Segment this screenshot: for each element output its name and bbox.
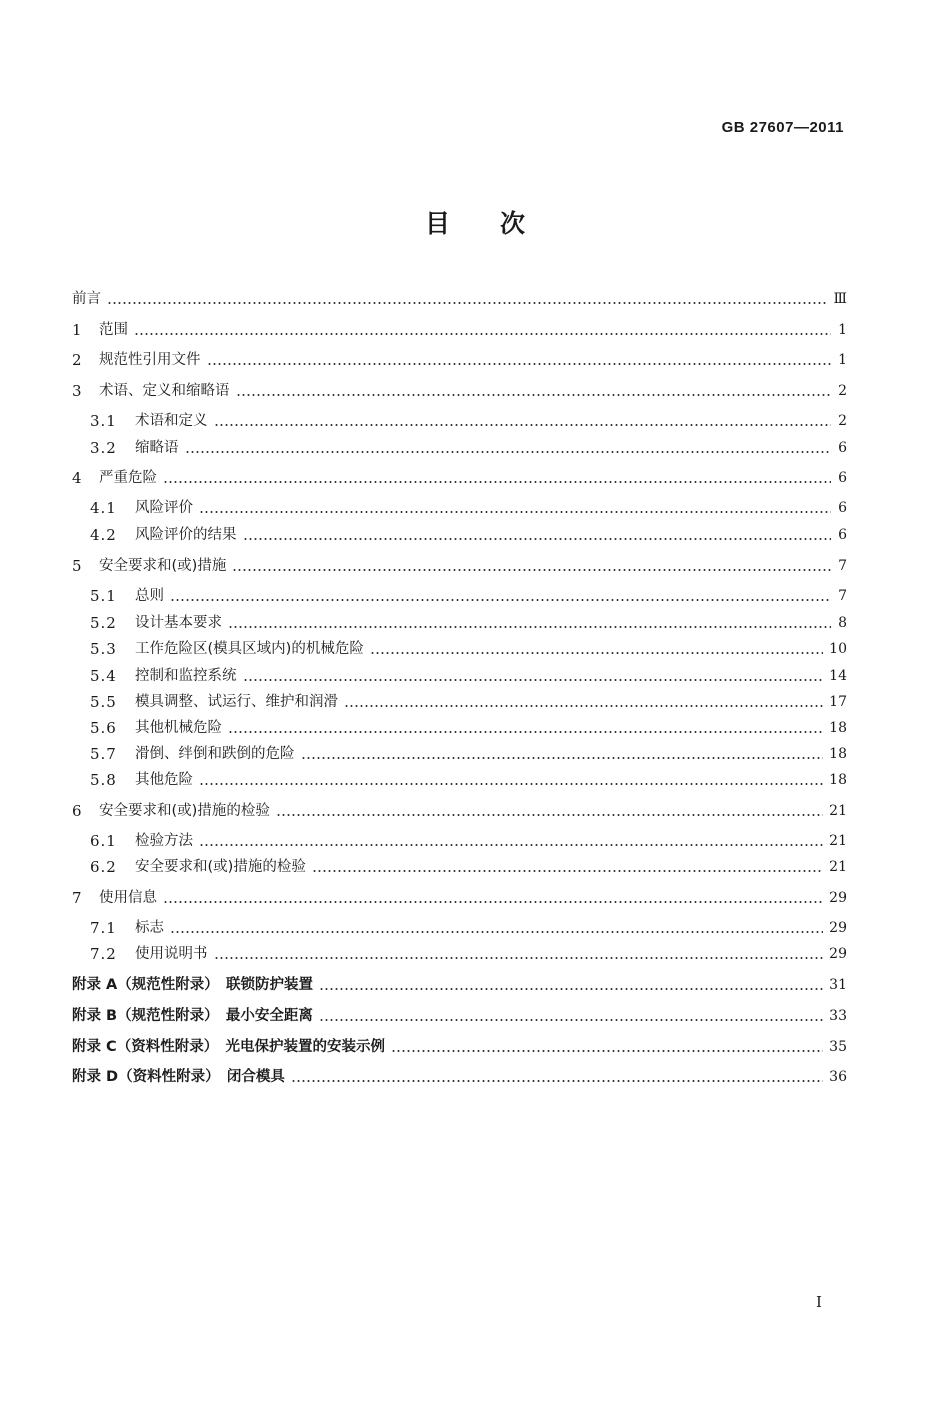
toc-entry-title: 检验方法 bbox=[135, 833, 193, 849]
dot-leader bbox=[170, 931, 823, 933]
toc-entry[interactable] bbox=[90, 612, 847, 634]
toc-entry-number: 5.2 bbox=[90, 614, 117, 632]
toc-entry[interactable] bbox=[72, 1036, 847, 1058]
toc-entry-title: 使用信息 bbox=[99, 890, 157, 906]
toc-entry-title: 风险评价 bbox=[135, 500, 193, 516]
toc-entry-page: 18 bbox=[829, 720, 847, 736]
toc-entry-page: 29 bbox=[829, 920, 847, 936]
dot-leader bbox=[319, 988, 823, 990]
toc-entry[interactable] bbox=[90, 638, 847, 660]
dot-leader bbox=[228, 626, 831, 628]
toc-entry-title: 风险评价的结果 bbox=[135, 527, 237, 543]
dot-leader bbox=[199, 844, 823, 846]
toc-entry-page: 21 bbox=[829, 833, 847, 849]
toc-entry[interactable] bbox=[72, 467, 847, 489]
toc-entry-title: 范围 bbox=[99, 322, 128, 338]
toc-entry-page: 6 bbox=[838, 527, 847, 543]
toc-entry[interactable] bbox=[90, 717, 847, 739]
toc-entry-number: 6 bbox=[72, 802, 82, 820]
toc-entry-title: 规范性引用文件 bbox=[99, 352, 201, 368]
toc-entry-page: 7 bbox=[838, 588, 847, 604]
toc-entry-page: 17 bbox=[829, 694, 847, 710]
dot-leader bbox=[207, 363, 832, 365]
toc-entry[interactable] bbox=[90, 943, 847, 965]
toc-entry-title: 安全要求和(或)措施的检验 bbox=[99, 803, 270, 819]
toc-entry-title: 附录 D（资料性附录） 闭合模具 bbox=[72, 1069, 285, 1085]
toc-entry-number: 6.1 bbox=[90, 832, 117, 850]
toc-entry-title: 附录 C（资料性附录） 光电保护装置的安装示例 bbox=[72, 1039, 385, 1055]
toc-entry-title: 控制和监控系统 bbox=[135, 668, 237, 684]
toc-entry-page: 29 bbox=[829, 946, 847, 962]
toc-entry[interactable] bbox=[72, 349, 847, 371]
toc-entry[interactable] bbox=[90, 856, 847, 878]
toc-entry[interactable] bbox=[90, 691, 847, 713]
toc-entry-number: 5.6 bbox=[90, 719, 117, 737]
toc-entry-number: 5 bbox=[72, 557, 82, 575]
toc-entry-number: 1 bbox=[72, 321, 82, 339]
toc-entry-page: 2 bbox=[838, 413, 847, 429]
toc-entry[interactable] bbox=[72, 887, 847, 909]
toc-entry-page: 33 bbox=[829, 1008, 847, 1024]
dot-leader bbox=[228, 731, 823, 733]
dot-leader bbox=[107, 302, 827, 304]
dot-leader bbox=[319, 1019, 823, 1021]
toc-entry-number: 4 bbox=[72, 469, 82, 487]
toc-entry-number: 5.4 bbox=[90, 667, 117, 685]
toc-entry-number: 7.2 bbox=[90, 945, 117, 963]
toc-entry-page: Ⅲ bbox=[833, 291, 847, 307]
dot-leader bbox=[199, 783, 823, 785]
toc-entry-page: 1 bbox=[838, 322, 847, 338]
toc-entry-page: 8 bbox=[838, 615, 847, 631]
toc-entry[interactable] bbox=[72, 800, 847, 822]
toc-entry-page: 1 bbox=[838, 352, 847, 368]
toc-entry-page: 6 bbox=[838, 470, 847, 486]
toc-entry-title: 其他危险 bbox=[135, 772, 193, 788]
toc-entry-page: 35 bbox=[829, 1039, 847, 1055]
toc-entry[interactable] bbox=[90, 665, 847, 687]
toc-entry-title: 标志 bbox=[135, 920, 164, 936]
dot-leader bbox=[185, 451, 832, 453]
toc-entry-page: 36 bbox=[829, 1069, 847, 1085]
dot-leader bbox=[134, 333, 831, 335]
toc-entry-title: 严重危险 bbox=[99, 470, 157, 486]
toc-entry-title: 滑倒、绊倒和跌倒的危险 bbox=[135, 746, 295, 762]
toc-entry-number: 5.7 bbox=[90, 745, 117, 763]
toc-entry-number: 2 bbox=[72, 351, 82, 369]
toc-entry-title: 模具调整、试运行、维护和润滑 bbox=[135, 694, 338, 710]
toc-entry[interactable] bbox=[72, 1005, 847, 1027]
toc-entry-page: 14 bbox=[829, 668, 847, 684]
toc-entry-number: 5.8 bbox=[90, 771, 117, 789]
dot-leader bbox=[236, 394, 832, 396]
toc-entry[interactable] bbox=[72, 1066, 847, 1088]
toc-entry-page: 21 bbox=[829, 803, 847, 819]
toc-entry[interactable] bbox=[90, 497, 847, 519]
toc-entry[interactable] bbox=[72, 974, 847, 996]
toc-entry-title: 总则 bbox=[135, 588, 164, 604]
toc-entry-page: 2 bbox=[838, 383, 847, 399]
dot-leader bbox=[301, 757, 824, 759]
toc-entry-page: 21 bbox=[829, 859, 847, 875]
dot-leader bbox=[391, 1050, 823, 1052]
toc-entry-title: 安全要求和(或)措施 bbox=[99, 558, 227, 574]
dot-leader bbox=[214, 424, 832, 426]
toc-entry-number: 7 bbox=[72, 889, 82, 907]
toc-entry-title: 附录 B（规范性附录） 最小安全距离 bbox=[72, 1008, 313, 1024]
dot-leader bbox=[370, 652, 823, 654]
toc-entry-page: 29 bbox=[829, 890, 847, 906]
toc-entry-title: 其他机械危险 bbox=[135, 720, 222, 736]
toc-entry-title: 术语、定义和缩略语 bbox=[99, 383, 230, 399]
dot-leader bbox=[344, 705, 823, 707]
dot-leader bbox=[243, 538, 832, 540]
toc-entry-title: 使用说明书 bbox=[135, 946, 208, 962]
toc-entry-number: 4.1 bbox=[90, 499, 117, 517]
toc-entry[interactable] bbox=[90, 410, 847, 432]
standard-number: GB 27607—2011 bbox=[721, 119, 844, 136]
dot-leader bbox=[276, 814, 823, 816]
toc-entry-title: 附录 A（规范性附录） 联锁防护装置 bbox=[72, 977, 314, 993]
toc-entry[interactable] bbox=[72, 319, 847, 341]
toc-entry-title: 前言 bbox=[72, 291, 101, 307]
toc-entry-title: 工作危险区(模具区域内)的机械危险 bbox=[135, 641, 364, 657]
toc-entry[interactable] bbox=[90, 769, 847, 791]
page-number: I bbox=[816, 1293, 822, 1311]
toc-entry-page: 7 bbox=[838, 558, 847, 574]
dot-leader bbox=[232, 569, 831, 571]
toc-entry-page: 31 bbox=[829, 977, 847, 993]
toc-entry-number: 5.5 bbox=[90, 693, 117, 711]
toc-entry[interactable] bbox=[72, 288, 847, 310]
toc-entry-number: 4.2 bbox=[90, 526, 117, 544]
dot-leader bbox=[214, 957, 824, 959]
toc-entry-number: 7.1 bbox=[90, 919, 117, 937]
toc-entry-page: 18 bbox=[829, 772, 847, 788]
dot-leader bbox=[163, 901, 823, 903]
toc-entry-number: 3.2 bbox=[90, 439, 117, 457]
dot-leader bbox=[170, 599, 831, 601]
toc-entry[interactable] bbox=[90, 917, 847, 939]
toc-entry-title: 设计基本要求 bbox=[135, 615, 222, 631]
toc-entry[interactable] bbox=[90, 830, 847, 852]
toc-entry-page: 6 bbox=[838, 440, 847, 456]
toc-entry-page: 6 bbox=[838, 500, 847, 516]
toc-entry[interactable] bbox=[90, 437, 847, 459]
toc-entry[interactable] bbox=[72, 555, 847, 577]
toc-entry-number: 3 bbox=[72, 382, 82, 400]
toc-entry-number: 3.1 bbox=[90, 412, 117, 430]
dot-leader bbox=[243, 679, 824, 681]
toc-entry-title: 缩略语 bbox=[135, 440, 179, 456]
dot-leader bbox=[199, 511, 831, 513]
toc-entry-title: 术语和定义 bbox=[135, 413, 208, 429]
dot-leader bbox=[312, 870, 823, 872]
toc-entry[interactable] bbox=[90, 524, 847, 546]
toc-entry-number: 5.3 bbox=[90, 640, 117, 658]
dot-leader bbox=[291, 1080, 823, 1082]
toc-entry-title: 安全要求和(或)措施的检验 bbox=[135, 859, 306, 875]
dot-leader bbox=[163, 481, 831, 483]
page-title: 目次 bbox=[424, 209, 575, 238]
toc-entry[interactable] bbox=[72, 380, 847, 402]
toc-entry-page: 10 bbox=[829, 641, 847, 657]
toc-entry[interactable] bbox=[90, 585, 847, 607]
toc-entry-number: 5.1 bbox=[90, 587, 117, 605]
toc-entry-page: 18 bbox=[829, 746, 847, 762]
toc-entry[interactable] bbox=[90, 743, 847, 765]
toc-entry-number: 6.2 bbox=[90, 858, 117, 876]
